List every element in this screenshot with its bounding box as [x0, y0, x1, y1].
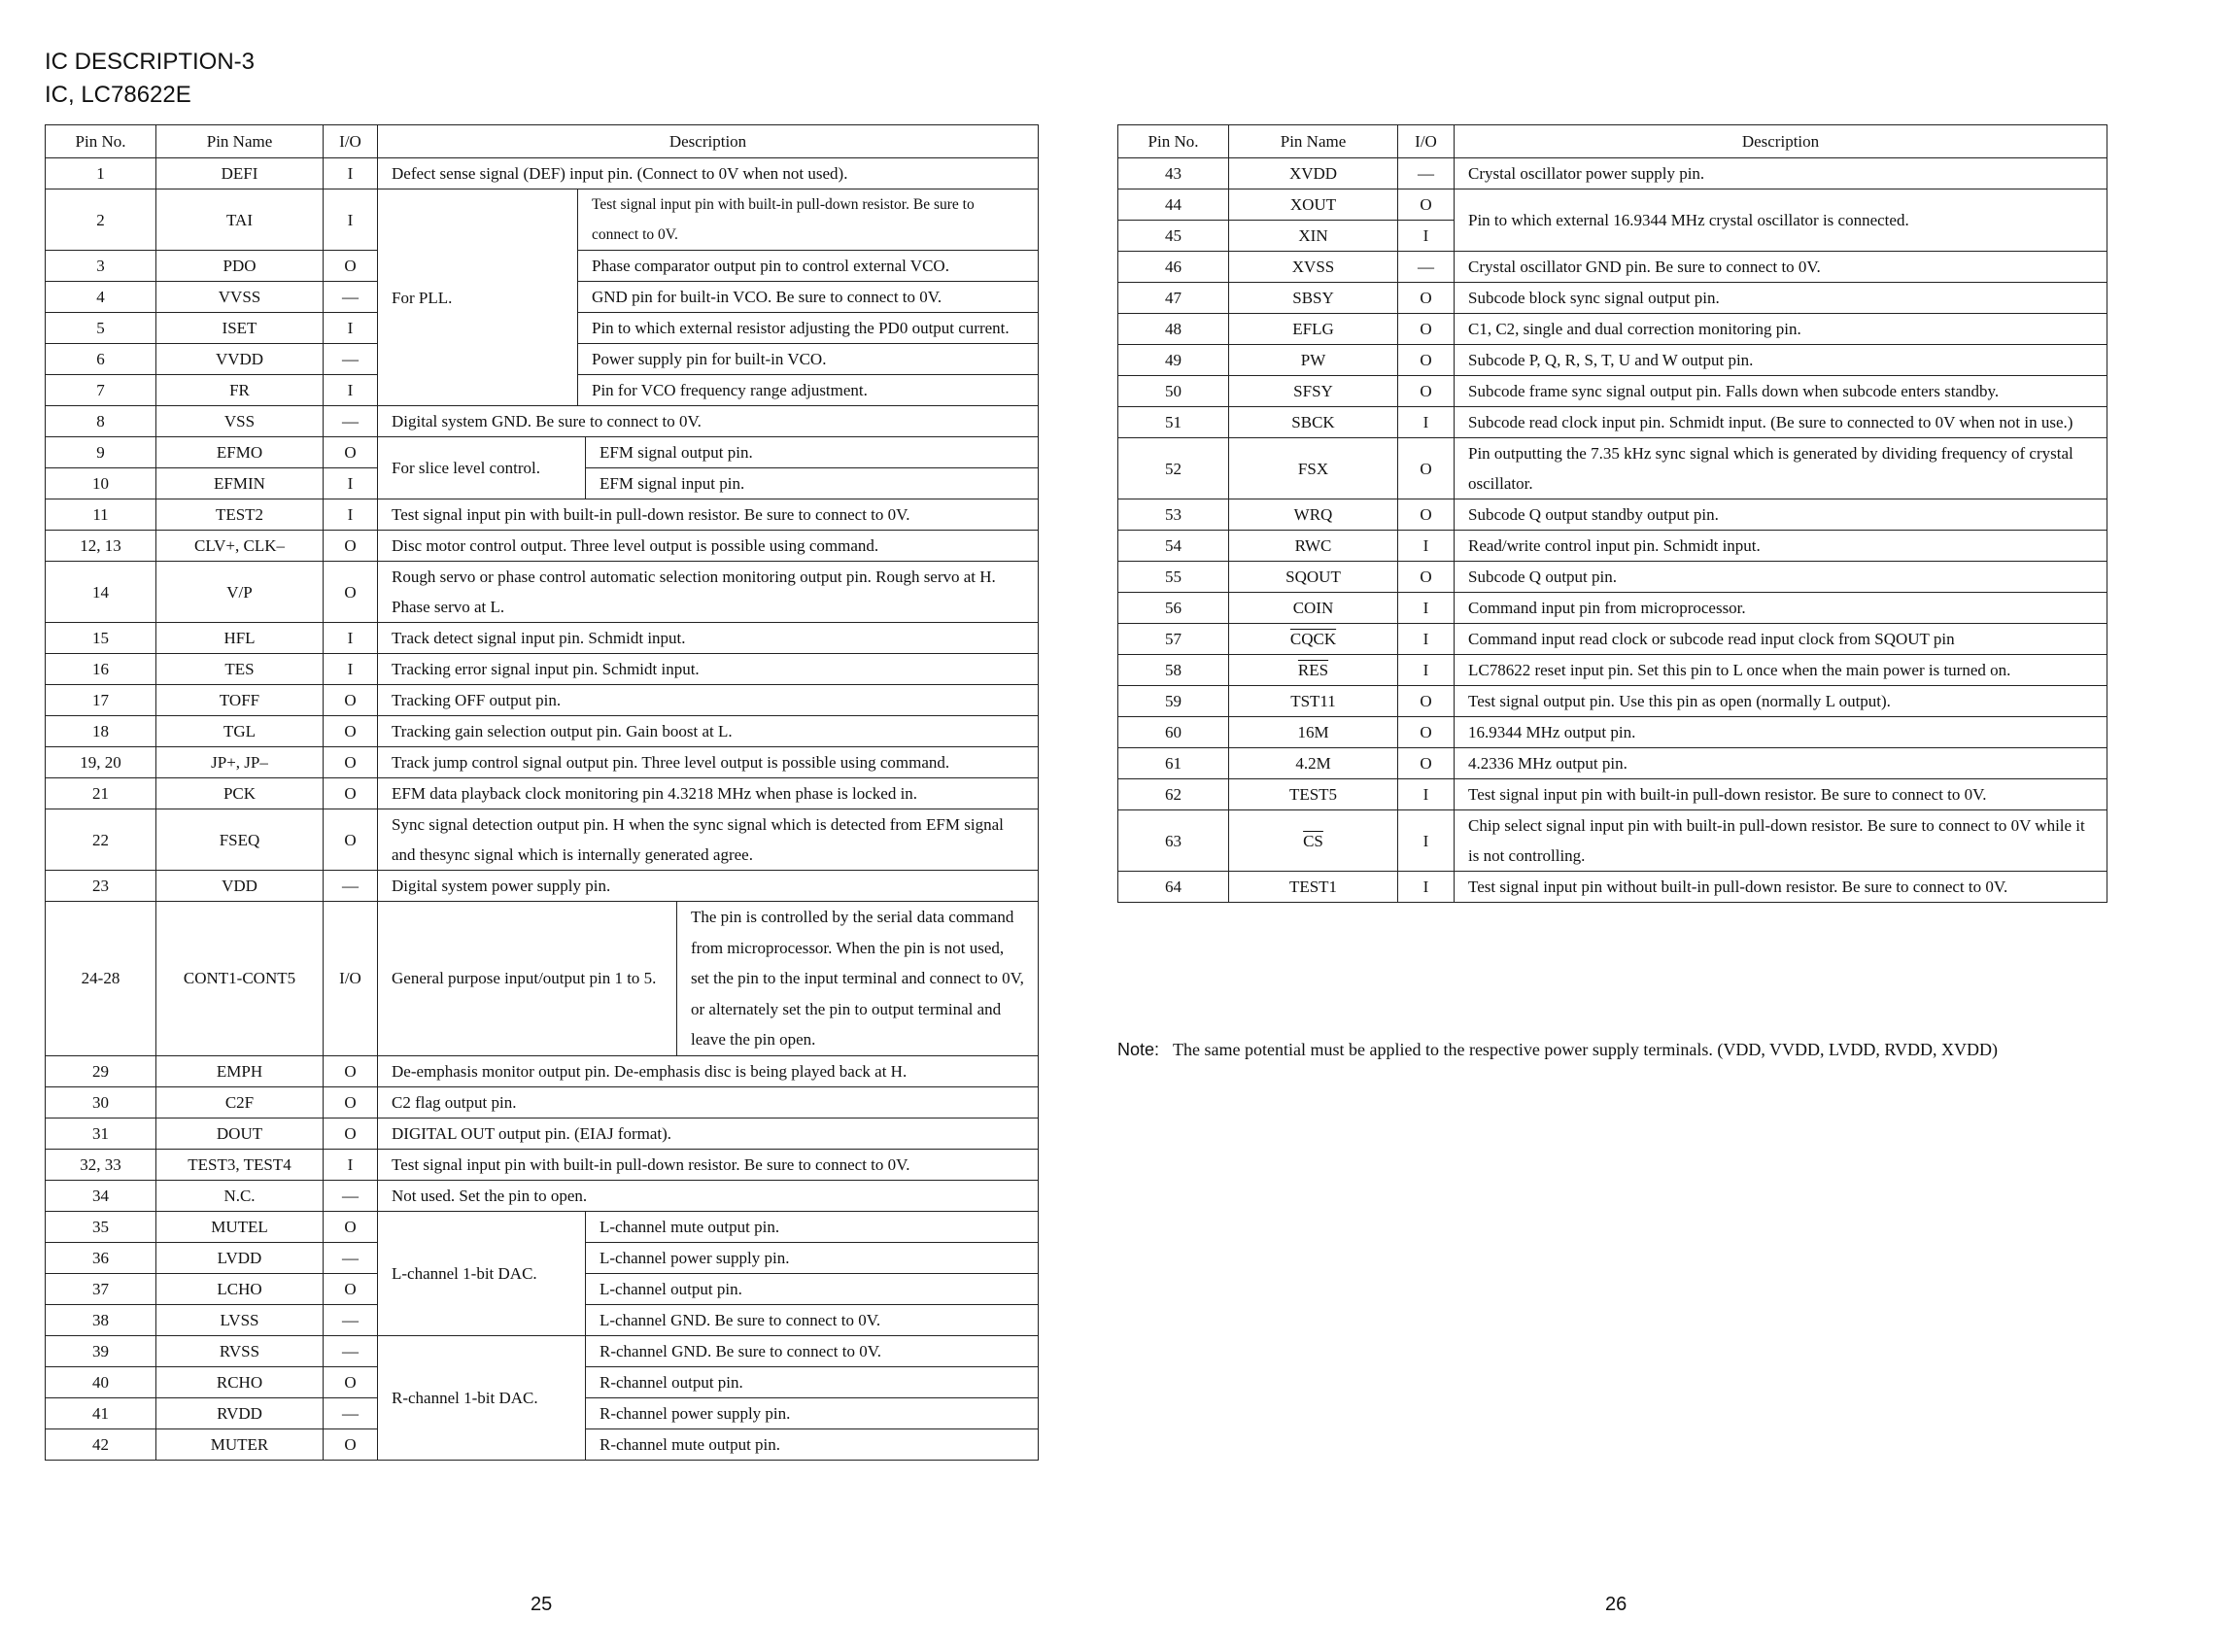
col-header-pin-name: Pin Name	[1229, 125, 1398, 158]
pin-io: O	[324, 1086, 378, 1118]
pin-description: Pin outputting the 7.35 kHz sync signal which is generated by dividing frequency of crystal oscillator.	[1455, 438, 2107, 499]
col-header-io: I/O	[324, 125, 378, 158]
pin-description: Track jump control signal output pin. Three level output is possible using command.	[378, 747, 1039, 778]
pin-description: Read/write control input pin. Schmidt input.	[1455, 531, 2107, 562]
pin-no: 60	[1118, 717, 1229, 748]
pin-name: TES	[156, 654, 324, 685]
pin-description: L-channel output pin.	[586, 1273, 1039, 1304]
table-row	[46, 778, 1039, 809]
pin-description: Rough servo or phase control automatic selection monitoring output pin. Rough servo at H. Phase servo at L.	[378, 562, 1039, 623]
pin-name: XVSS	[1229, 252, 1398, 283]
pin-description: R-channel mute output pin.	[586, 1428, 1039, 1460]
pin-name: DOUT	[156, 1118, 324, 1149]
pin-name: VVDD	[156, 344, 324, 375]
pin-name: SFSY	[1229, 376, 1398, 407]
pin-io: I	[1398, 810, 1455, 872]
pin-no: 62	[1118, 779, 1229, 810]
pin-description: Pin to which external 16.9344 MHz crystal oscillator is connected.	[1455, 189, 2107, 252]
pin-no: 45	[1118, 221, 1229, 252]
pin-description: Test signal input pin without built-in pull-down resistor. Be sure to connect to 0V.	[1455, 872, 2107, 903]
pin-no: 44	[1118, 189, 1229, 221]
pin-no: 24-28	[46, 902, 156, 1056]
pin-no: 9	[46, 437, 156, 468]
pin-name: TEST3, TEST4	[156, 1149, 324, 1180]
pin-io: O	[324, 778, 378, 809]
pin-name: WRQ	[1229, 499, 1398, 531]
table-row	[46, 809, 1039, 871]
pin-name: $\overline{CS}$	[1229, 810, 1398, 872]
table-row	[46, 747, 1039, 778]
pin-description: C1, C2, single and dual correction monitoring pin.	[1455, 314, 2107, 345]
pin-no: 58	[1118, 655, 1229, 686]
pin-name: FR	[156, 375, 324, 406]
pin-description: L-channel power supply pin.	[586, 1242, 1039, 1273]
pin-no: 2	[46, 189, 156, 251]
pin-description: De-emphasis monitor output pin. De-emphasis disc is being played back at H.	[378, 1055, 1039, 1086]
pin-description: Command input pin from microprocessor.	[1455, 593, 2107, 624]
pin-no: 48	[1118, 314, 1229, 345]
pin-description: EFM data playback clock monitoring pin 4.3218 MHz when phase is locked in.	[378, 778, 1039, 809]
pin-no: 32, 33	[46, 1149, 156, 1180]
table-header-row	[46, 125, 1039, 158]
pin-io: O	[1398, 748, 1455, 779]
table-row	[1118, 314, 2107, 345]
pin-io: —	[324, 1304, 378, 1335]
pin-name: RVDD	[156, 1397, 324, 1428]
page-title: IC DESCRIPTION-3	[45, 49, 256, 75]
pin-name: TEST1	[1229, 872, 1398, 903]
note-text: The same potential must be applied to the respective power supply terminals. (VDD, VVDD, LVDD, RVDD, XVDD)	[1173, 1040, 1998, 1059]
pin-name: DEFI	[156, 158, 324, 189]
pin-name: MUTER	[156, 1428, 324, 1460]
pin-no: 38	[46, 1304, 156, 1335]
table-row	[1118, 593, 2107, 624]
pin-no: 15	[46, 623, 156, 654]
pin-description: Not used. Set the pin to open.	[378, 1180, 1039, 1211]
table-row	[46, 499, 1039, 531]
pin-no: 47	[1118, 283, 1229, 314]
pin-description: DIGITAL OUT output pin. (EIAJ format).	[378, 1118, 1039, 1149]
pin-description: R-channel GND. Be sure to connect to 0V.	[586, 1335, 1039, 1366]
pin-name: RWC	[1229, 531, 1398, 562]
pin-name: CLV+, CLK–	[156, 531, 324, 562]
pin-description: Pin for VCO frequency range adjustment.	[578, 375, 1039, 406]
pin-no: 23	[46, 871, 156, 902]
pin-no: 30	[46, 1086, 156, 1118]
pin-name: EFMIN	[156, 468, 324, 499]
pin-no: 49	[1118, 345, 1229, 376]
table-row	[46, 437, 1039, 468]
pin-no: 50	[1118, 376, 1229, 407]
pin-no: 61	[1118, 748, 1229, 779]
note-label: Note:	[1117, 1040, 1160, 1059]
pin-no: 64	[1118, 872, 1229, 903]
pin-description: Subcode frame sync signal output pin. Falls down when subcode enters standby.	[1455, 376, 2107, 407]
pin-description: L-channel mute output pin.	[586, 1211, 1039, 1242]
pin-name: HFL	[156, 623, 324, 654]
pin-description: Test signal output pin. Use this pin as open (normally L output).	[1455, 686, 2107, 717]
pin-description: Sync signal detection output pin. H when the sync signal which is detected from EFM signal and thesync signal which is internally generated agree.	[378, 809, 1039, 871]
pin-no: 4	[46, 282, 156, 313]
pin-no: 34	[46, 1180, 156, 1211]
pin-io: I	[324, 313, 378, 344]
table-row	[46, 158, 1039, 189]
pin-description: Disc motor control output. Three level output is possible using command.	[378, 531, 1039, 562]
pin-io: O	[324, 685, 378, 716]
pin-name: PCK	[156, 778, 324, 809]
pin-name: EFMO	[156, 437, 324, 468]
table-row	[46, 1335, 1039, 1366]
pin-io: I	[1398, 593, 1455, 624]
pin-description: Crystal oscillator GND pin. Be sure to connect to 0V.	[1455, 252, 2107, 283]
table-row	[1118, 810, 2107, 872]
pin-io: O	[1398, 376, 1455, 407]
pin-no: 6	[46, 344, 156, 375]
table-row	[1118, 345, 2107, 376]
pin-name: V/P	[156, 562, 324, 623]
page-number-right: 26	[1605, 1594, 1627, 1615]
pin-no: 21	[46, 778, 156, 809]
table-row	[46, 1118, 1039, 1149]
pin-io: O	[1398, 314, 1455, 345]
pin-no: 3	[46, 251, 156, 282]
table-row	[46, 531, 1039, 562]
group-label-pll: For PLL.	[378, 189, 578, 406]
pin-io: O	[324, 1211, 378, 1242]
pin-description: GND pin for built-in VCO. Be sure to connect to 0V.	[578, 282, 1039, 313]
table-row	[46, 1149, 1039, 1180]
pin-no: 19, 20	[46, 747, 156, 778]
pin-io: I	[324, 375, 378, 406]
pin-io: O	[324, 1273, 378, 1304]
col-header-pin-no: Pin No.	[46, 125, 156, 158]
pin-name: FSX	[1229, 438, 1398, 499]
pin-description: Power supply pin for built-in VCO.	[578, 344, 1039, 375]
pin-description: Subcode Q output standby output pin.	[1455, 499, 2107, 531]
pin-name: XVDD	[1229, 158, 1398, 189]
pin-description: The pin is controlled by the serial data command from microprocessor. When the pin is not used, set the pin to the input terminal and connect to 0V, or alternately set the pin to output terminal and leave the pin open.	[677, 902, 1039, 1056]
pin-no: 52	[1118, 438, 1229, 499]
pin-io: O	[1398, 189, 1455, 221]
pin-no: 31	[46, 1118, 156, 1149]
pin-no: 35	[46, 1211, 156, 1242]
pin-no: 5	[46, 313, 156, 344]
pin-name: RCHO	[156, 1366, 324, 1397]
pin-no: 8	[46, 406, 156, 437]
pin-io: I	[1398, 624, 1455, 655]
pin-io: O	[324, 809, 378, 871]
table-row	[1118, 717, 2107, 748]
pin-description: Subcode read clock input pin. Schmidt input. (Be sure to connected to 0V when not in use.)	[1455, 407, 2107, 438]
pin-name: SQOUT	[1229, 562, 1398, 593]
col-header-description: Description	[1455, 125, 2107, 158]
pin-no: 43	[1118, 158, 1229, 189]
pin-no: 40	[46, 1366, 156, 1397]
pin-name: TEST5	[1229, 779, 1398, 810]
pin-name: C2F	[156, 1086, 324, 1118]
pin-name: TOFF	[156, 685, 324, 716]
table-row	[46, 716, 1039, 747]
pin-io: O	[1398, 717, 1455, 748]
pin-no: 7	[46, 375, 156, 406]
pin-no: 51	[1118, 407, 1229, 438]
pin-no: 59	[1118, 686, 1229, 717]
pin-io: —	[324, 1180, 378, 1211]
pin-description: Crystal oscillator power supply pin.	[1455, 158, 2107, 189]
pin-io: O	[1398, 686, 1455, 717]
pin-description: Phase comparator output pin to control external VCO.	[578, 251, 1039, 282]
pin-name: JP+, JP–	[156, 747, 324, 778]
pin-no: 10	[46, 468, 156, 499]
pin-description: Subcode block sync signal output pin.	[1455, 283, 2107, 314]
pin-io: I	[1398, 407, 1455, 438]
pin-name: 16M	[1229, 717, 1398, 748]
pin-name: SBCK	[1229, 407, 1398, 438]
pin-description: EFM signal input pin.	[586, 468, 1039, 499]
table-row	[1118, 872, 2107, 903]
pin-description: Test signal input pin with built-in pull-down resistor. Be sure to connect to 0V.	[578, 189, 1039, 251]
pin-no: 37	[46, 1273, 156, 1304]
table-row	[1118, 189, 2107, 221]
table-row	[1118, 499, 2107, 531]
pin-description: Tracking gain selection output pin. Gain boost at L.	[378, 716, 1039, 747]
pin-table-left	[45, 124, 1039, 1461]
group-label-rdac: R-channel 1-bit DAC.	[378, 1335, 586, 1460]
pin-no: 29	[46, 1055, 156, 1086]
col-header-io: I/O	[1398, 125, 1455, 158]
pin-io: O	[324, 1366, 378, 1397]
pin-no: 57	[1118, 624, 1229, 655]
table-row	[1118, 407, 2107, 438]
pin-description: C2 flag output pin.	[378, 1086, 1039, 1118]
pin-no: 22	[46, 809, 156, 871]
table-row	[1118, 655, 2107, 686]
pin-io: O	[324, 562, 378, 623]
pin-description: L-channel GND. Be sure to connect to 0V.	[586, 1304, 1039, 1335]
pin-io: O	[324, 437, 378, 468]
pin-name: ISET	[156, 313, 324, 344]
pin-description: R-channel power supply pin.	[586, 1397, 1039, 1428]
pin-name: VDD	[156, 871, 324, 902]
table-row	[46, 685, 1039, 716]
table-row	[1118, 283, 2107, 314]
pin-description: Defect sense signal (DEF) input pin. (Connect to 0V when not used).	[378, 158, 1039, 189]
pin-name: N.C.	[156, 1180, 324, 1211]
pin-description: Tracking OFF output pin.	[378, 685, 1039, 716]
table-row	[46, 623, 1039, 654]
table-row	[1118, 376, 2107, 407]
pin-no: 41	[46, 1397, 156, 1428]
pin-no: 12, 13	[46, 531, 156, 562]
pin-io: O	[324, 1118, 378, 1149]
table-row	[46, 1180, 1039, 1211]
pin-name: COIN	[1229, 593, 1398, 624]
pin-description: Digital system power supply pin.	[378, 871, 1039, 902]
table-row	[1118, 531, 2107, 562]
pin-no: 42	[46, 1428, 156, 1460]
pin-name: TEST2	[156, 499, 324, 531]
pin-io: I	[1398, 872, 1455, 903]
pin-no: 14	[46, 562, 156, 623]
table-row	[46, 1055, 1039, 1086]
table-row	[46, 871, 1039, 902]
pin-description: Test signal input pin with built-in pull-down resistor. Be sure to connect to 0V.	[378, 1149, 1039, 1180]
pin-io: I	[324, 468, 378, 499]
table-row	[1118, 438, 2107, 499]
pin-io: O	[324, 251, 378, 282]
pin-no: 63	[1118, 810, 1229, 872]
pin-name: TGL	[156, 716, 324, 747]
pin-name: VVSS	[156, 282, 324, 313]
pin-description: 4.2336 MHz output pin.	[1455, 748, 2107, 779]
pin-io: I	[324, 499, 378, 531]
pin-no: 53	[1118, 499, 1229, 531]
pin-name: EFLG	[1229, 314, 1398, 345]
pin-description: Subcode P, Q, R, S, T, U and W output pin.	[1455, 345, 2107, 376]
table-row	[46, 189, 1039, 251]
table-row	[1118, 562, 2107, 593]
pin-no: 18	[46, 716, 156, 747]
col-header-pin-name: Pin Name	[156, 125, 324, 158]
pin-name: TAI	[156, 189, 324, 251]
pin-io: —	[324, 282, 378, 313]
pin-io: O	[324, 716, 378, 747]
pin-name: FSEQ	[156, 809, 324, 871]
pin-no: 54	[1118, 531, 1229, 562]
pin-description: Test signal input pin with built-in pull-down resistor. Be sure to connect to 0V.	[378, 499, 1039, 531]
pin-description: Test signal input pin with built-in pull-down resistor. Be sure to connect to 0V.	[1455, 779, 2107, 810]
pin-name: 4.2M	[1229, 748, 1398, 779]
pin-description: Tracking error signal input pin. Schmidt input.	[378, 654, 1039, 685]
pin-io: —	[324, 1242, 378, 1273]
pin-no: 11	[46, 499, 156, 531]
pin-io: O	[324, 531, 378, 562]
pin-io: —	[324, 1335, 378, 1366]
pin-name: XIN	[1229, 221, 1398, 252]
pin-no: 36	[46, 1242, 156, 1273]
pin-io: O	[1398, 345, 1455, 376]
pin-io: O	[324, 747, 378, 778]
pin-description: LC78622 reset input pin. Set this pin to L once when the main power is turned on.	[1455, 655, 2107, 686]
pin-name: $\overline{RES}$	[1229, 655, 1398, 686]
pin-name: XOUT	[1229, 189, 1398, 221]
pin-description: Subcode Q output pin.	[1455, 562, 2107, 593]
pin-description: Chip select signal input pin with built-in pull-down resistor. Be sure to connect to 0V while it is not controlling.	[1455, 810, 2107, 872]
pin-io: O	[324, 1055, 378, 1086]
pin-description: EFM signal output pin.	[586, 437, 1039, 468]
pin-name: SBSY	[1229, 283, 1398, 314]
page-number-left: 25	[531, 1594, 553, 1615]
pin-io: I	[324, 1149, 378, 1180]
pin-no: 39	[46, 1335, 156, 1366]
table-row	[46, 1086, 1039, 1118]
pin-no: 46	[1118, 252, 1229, 283]
pin-io: O	[1398, 438, 1455, 499]
group-label-slice: For slice level control.	[378, 437, 586, 499]
pin-io: I/O	[324, 902, 378, 1056]
pin-io: I	[324, 623, 378, 654]
pin-io: I	[1398, 655, 1455, 686]
pin-description: Pin to which external resistor adjusting the PD0 output current.	[578, 313, 1039, 344]
pin-io: I	[324, 189, 378, 251]
table-row	[46, 1211, 1039, 1242]
pin-no: 56	[1118, 593, 1229, 624]
pin-name: CQCK	[1229, 624, 1398, 655]
table-row	[46, 562, 1039, 623]
pin-io: O	[1398, 283, 1455, 314]
table-row	[1118, 686, 2107, 717]
pin-io: —	[324, 406, 378, 437]
pin-name: CONT1-CONT5	[156, 902, 324, 1056]
pin-name: RVSS	[156, 1335, 324, 1366]
pin-no: 16	[46, 654, 156, 685]
pin-description: 16.9344 MHz output pin.	[1455, 717, 2107, 748]
pin-description: R-channel output pin.	[586, 1366, 1039, 1397]
page-subtitle: IC, LC78622E	[45, 82, 191, 108]
table-header-row	[1118, 125, 2107, 158]
pin-name: TST11	[1229, 686, 1398, 717]
pin-io: —	[324, 871, 378, 902]
group-label-gpio: General purpose input/output pin 1 to 5.	[378, 902, 677, 1056]
pin-io: —	[324, 1397, 378, 1428]
pin-io: I	[324, 158, 378, 189]
table-row	[1118, 748, 2107, 779]
pin-io: —	[1398, 252, 1455, 283]
pin-no: 55	[1118, 562, 1229, 593]
table-row	[46, 902, 1039, 1056]
table-row	[1118, 252, 2107, 283]
pin-name: PDO	[156, 251, 324, 282]
pin-io: —	[324, 344, 378, 375]
pin-io: O	[1398, 562, 1455, 593]
table-row	[46, 406, 1039, 437]
col-header-pin-no: Pin No.	[1118, 125, 1229, 158]
pin-name: PW	[1229, 345, 1398, 376]
pin-name: MUTEL	[156, 1211, 324, 1242]
pin-table-right	[1117, 124, 2107, 903]
table-row	[1118, 158, 2107, 189]
pin-no: 17	[46, 685, 156, 716]
table-row	[1118, 779, 2107, 810]
table-row	[1118, 624, 2107, 655]
pin-name: LCHO	[156, 1273, 324, 1304]
pin-io: I	[1398, 531, 1455, 562]
pin-description: Track detect signal input pin. Schmidt input.	[378, 623, 1039, 654]
pin-io: O	[324, 1428, 378, 1460]
pin-description: Digital system GND. Be sure to connect to 0V.	[378, 406, 1039, 437]
pin-description: Command input read clock or subcode read input clock from SQOUT pin	[1455, 624, 2107, 655]
note	[1117, 1040, 1998, 1060]
pin-name: LVDD	[156, 1242, 324, 1273]
pin-io: O	[1398, 499, 1455, 531]
pin-no: 1	[46, 158, 156, 189]
col-header-description: Description	[378, 125, 1039, 158]
group-label-ldac: L-channel 1-bit DAC.	[378, 1211, 586, 1335]
pin-name: EMPH	[156, 1055, 324, 1086]
pin-io: I	[1398, 221, 1455, 252]
pin-name: VSS	[156, 406, 324, 437]
pin-io: —	[1398, 158, 1455, 189]
pin-io: I	[1398, 779, 1455, 810]
pin-name: LVSS	[156, 1304, 324, 1335]
table-row	[46, 654, 1039, 685]
pin-io: I	[324, 654, 378, 685]
